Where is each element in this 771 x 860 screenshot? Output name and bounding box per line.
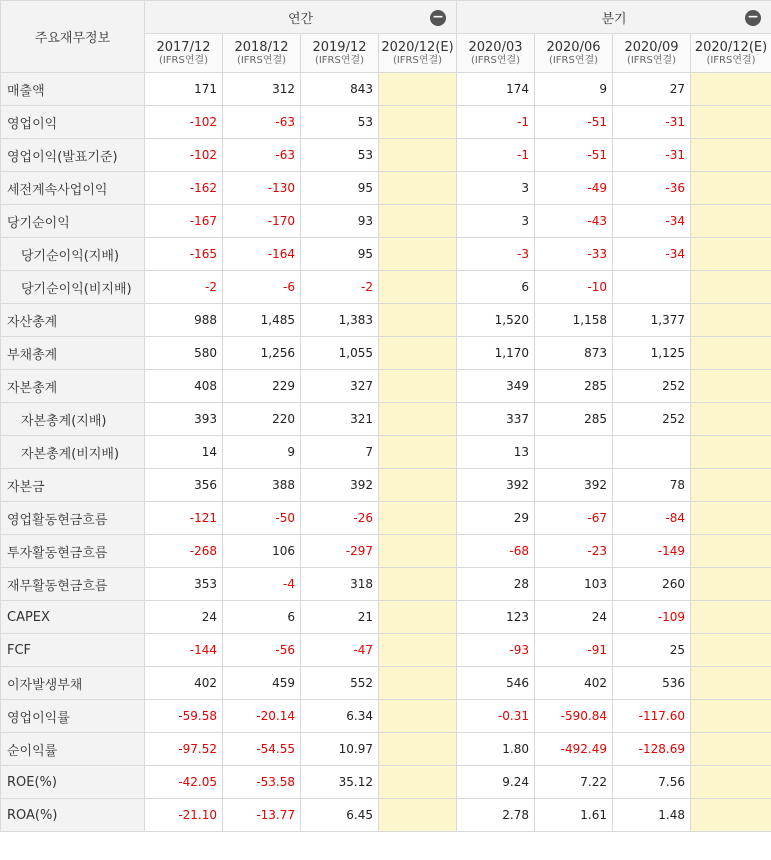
table-cell: -1 [457, 139, 535, 172]
table-cell: -1 [457, 106, 535, 139]
table-row [1, 469, 771, 502]
period-header [145, 34, 223, 73]
table-cell [379, 568, 457, 601]
period-date: 2020/09 [624, 39, 679, 55]
row-label: 당기순이익 [1, 205, 145, 238]
table-cell: -33 [535, 238, 613, 271]
table-cell: -109 [613, 601, 691, 634]
row-label: 세전계속사업이익 [1, 172, 145, 205]
table-cell: 536 [613, 667, 691, 700]
table-cell: 3 [457, 205, 535, 238]
table-cell: 546 [457, 667, 535, 700]
period-header [457, 34, 535, 73]
table-cell [379, 502, 457, 535]
row-label: 자본총계(지배) [1, 403, 145, 436]
period-header [613, 34, 691, 73]
table-cell [691, 601, 771, 634]
table-cell: -49 [535, 172, 613, 205]
period-header [691, 34, 771, 73]
table-cell: 106 [223, 535, 301, 568]
table-cell: -50 [223, 502, 301, 535]
period-date: 2020/03 [468, 39, 523, 55]
table-row [1, 436, 771, 469]
table-cell [691, 436, 771, 469]
table-cell: 312 [223, 73, 301, 106]
period-basis: (IFRS연결) [158, 54, 209, 66]
period-basis: (IFRS연결) [236, 54, 287, 66]
table-row [1, 568, 771, 601]
table-cell: 1,158 [535, 304, 613, 337]
table-cell: -91 [535, 634, 613, 667]
row-label: 자산총계 [1, 304, 145, 337]
table-cell: 35.12 [301, 766, 379, 799]
period-basis: (IFRS연결) [706, 54, 756, 66]
table-cell: -51 [535, 106, 613, 139]
period-date: 2017/12 [156, 39, 211, 55]
table-cell [613, 271, 691, 304]
table-cell: -297 [301, 535, 379, 568]
table-cell: 552 [301, 667, 379, 700]
table-cell: 402 [145, 667, 223, 700]
table-cell: 1.48 [613, 799, 691, 832]
table-cell: -165 [145, 238, 223, 271]
table-cell: 171 [145, 73, 223, 106]
period-date: 2018/12 [234, 39, 289, 55]
table-cell: 388 [223, 469, 301, 502]
quarter-group-header [457, 1, 771, 34]
table-cell: 3 [457, 172, 535, 205]
table-cell: 2.78 [457, 799, 535, 832]
table-cell: 28 [457, 568, 535, 601]
table-cell [379, 601, 457, 634]
table-cell: 353 [145, 568, 223, 601]
row-label: 투자활동현금흐름 [1, 535, 145, 568]
table-cell: -31 [613, 139, 691, 172]
table-cell [691, 403, 771, 436]
table-cell: -93 [457, 634, 535, 667]
table-cell [379, 370, 457, 403]
table-cell [379, 634, 457, 667]
table-cell: 24 [145, 601, 223, 634]
table-cell: -268 [145, 535, 223, 568]
table-cell: 1,520 [457, 304, 535, 337]
table-cell: -20.14 [223, 700, 301, 733]
table-row [1, 205, 771, 238]
table-cell: 285 [535, 370, 613, 403]
table-row [1, 172, 771, 205]
table-row [1, 73, 771, 106]
period-header [223, 34, 301, 73]
table-cell: 1,125 [613, 337, 691, 370]
table-cell: 356 [145, 469, 223, 502]
table-cell: 988 [145, 304, 223, 337]
table-cell: -54.55 [223, 733, 301, 766]
table-cell [691, 337, 771, 370]
annual-collapse-icon[interactable]: − [430, 10, 446, 26]
table-cell: 327 [301, 370, 379, 403]
table-cell: 7 [301, 436, 379, 469]
table-cell: -4 [223, 568, 301, 601]
table-cell: 174 [457, 73, 535, 106]
table-cell: 843 [301, 73, 379, 106]
period-basis: (IFRS연결) [314, 54, 365, 66]
row-label: 부채총계 [1, 337, 145, 370]
table-cell [691, 733, 771, 766]
row-label: 이자발생부채 [1, 667, 145, 700]
table-cell: -117.60 [613, 700, 691, 733]
table-cell: 1,383 [301, 304, 379, 337]
table-cell [379, 106, 457, 139]
table-cell: 1,170 [457, 337, 535, 370]
table-row [1, 304, 771, 337]
table-cell: 78 [613, 469, 691, 502]
table-cell: 252 [613, 403, 691, 436]
table-cell: -23 [535, 535, 613, 568]
table-cell [691, 271, 771, 304]
table-row [1, 799, 771, 832]
table-cell [691, 73, 771, 106]
table-cell: 95 [301, 238, 379, 271]
table-cell: 9.24 [457, 766, 535, 799]
table-cell: 6 [223, 601, 301, 634]
table-row [1, 667, 771, 700]
quarter-label: 분기 [601, 11, 627, 27]
table-cell: -0.31 [457, 700, 535, 733]
table-cell: -67 [535, 502, 613, 535]
table-cell: -167 [145, 205, 223, 238]
table-cell: -492.49 [535, 733, 613, 766]
table-cell: -68 [457, 535, 535, 568]
table-cell: -26 [301, 502, 379, 535]
table-cell: -59.58 [145, 700, 223, 733]
table-cell: 6 [457, 271, 535, 304]
table-cell: 285 [535, 403, 613, 436]
table-cell: -102 [145, 139, 223, 172]
table-row [1, 766, 771, 799]
table-cell: 318 [301, 568, 379, 601]
table-cell: 24 [535, 601, 613, 634]
table-cell: 25 [613, 634, 691, 667]
period-date: 2020/12(E) [381, 39, 454, 55]
table-cell: 29 [457, 502, 535, 535]
table-cell: 53 [301, 139, 379, 172]
annual-label: 연간 [287, 11, 314, 27]
table-cell [691, 238, 771, 271]
table-cell [379, 205, 457, 238]
table-cell: -170 [223, 205, 301, 238]
table-cell: 252 [613, 370, 691, 403]
table-cell: 13 [457, 436, 535, 469]
table-row [1, 403, 771, 436]
table-cell: 337 [457, 403, 535, 436]
table-body [1, 73, 771, 832]
table-row [1, 238, 771, 271]
table-cell: -6 [223, 271, 301, 304]
table-cell: -63 [223, 106, 301, 139]
table-cell: 321 [301, 403, 379, 436]
period-header [535, 34, 613, 73]
table-cell: 580 [145, 337, 223, 370]
table-cell: -590.84 [535, 700, 613, 733]
table-cell [379, 304, 457, 337]
table-cell [379, 535, 457, 568]
table-cell: 1.61 [535, 799, 613, 832]
table-cell: 873 [535, 337, 613, 370]
header-group-row [1, 1, 771, 34]
table-cell: 349 [457, 370, 535, 403]
table-cell: -43 [535, 205, 613, 238]
table-cell: 7.22 [535, 766, 613, 799]
table-cell: -34 [613, 205, 691, 238]
table-cell: 95 [301, 172, 379, 205]
table-cell: -21.10 [145, 799, 223, 832]
table-cell: 1,055 [301, 337, 379, 370]
table-cell [691, 502, 771, 535]
table-row [1, 337, 771, 370]
table-cell [691, 766, 771, 799]
row-label: 매출액 [1, 73, 145, 106]
table-cell: -63 [223, 139, 301, 172]
table-cell: -2 [301, 271, 379, 304]
table-cell: 229 [223, 370, 301, 403]
table-cell [691, 469, 771, 502]
table-cell: -164 [223, 238, 301, 271]
table-row [1, 634, 771, 667]
table-cell: -10 [535, 271, 613, 304]
table-cell [379, 799, 457, 832]
row-label: CAPEX [1, 601, 145, 634]
table-cell: 6.34 [301, 700, 379, 733]
table-row [1, 733, 771, 766]
table-row [1, 535, 771, 568]
table-cell: -56 [223, 634, 301, 667]
table-cell [379, 403, 457, 436]
row-label: ROA(%) [1, 799, 145, 832]
table-cell [691, 106, 771, 139]
period-basis: (IFRS연결) [626, 54, 677, 66]
table-cell: 402 [535, 667, 613, 700]
table-row [1, 106, 771, 139]
row-label: 영업이익 [1, 106, 145, 139]
table-cell [379, 469, 457, 502]
table-cell: 103 [535, 568, 613, 601]
table-cell: 408 [145, 370, 223, 403]
table-cell: 220 [223, 403, 301, 436]
period-basis: (IFRS연결) [470, 54, 521, 66]
table-title: 주요재무정보 [1, 1, 145, 73]
table-cell [379, 733, 457, 766]
table-cell [379, 337, 457, 370]
table-cell: -121 [145, 502, 223, 535]
row-label: 영업활동현금흐름 [1, 502, 145, 535]
table-cell: 93 [301, 205, 379, 238]
table-cell: -36 [613, 172, 691, 205]
table-row [1, 271, 771, 304]
table-cell [691, 799, 771, 832]
row-label: 영업이익률 [1, 700, 145, 733]
table-cell [691, 370, 771, 403]
table-cell: 459 [223, 667, 301, 700]
table-cell: 6.45 [301, 799, 379, 832]
table-cell [379, 766, 457, 799]
table-cell [691, 139, 771, 172]
table-cell: -128.69 [613, 733, 691, 766]
table-cell [691, 634, 771, 667]
table-cell [379, 436, 457, 469]
annual-group-header [145, 1, 457, 34]
table-cell: 123 [457, 601, 535, 634]
table-cell: -102 [145, 106, 223, 139]
table-cell [613, 436, 691, 469]
row-label: 순이익률 [1, 733, 145, 766]
table-cell: 393 [145, 403, 223, 436]
row-label: 자본금 [1, 469, 145, 502]
table-cell [691, 535, 771, 568]
table-cell: 21 [301, 601, 379, 634]
table-cell [535, 436, 613, 469]
table-cell: -47 [301, 634, 379, 667]
table-cell: -144 [145, 634, 223, 667]
table-cell: -84 [613, 502, 691, 535]
table-cell: 14 [145, 436, 223, 469]
table-cell [379, 139, 457, 172]
period-basis: (IFRS연결) [548, 54, 599, 66]
row-label: 자본총계 [1, 370, 145, 403]
table-cell: -13.77 [223, 799, 301, 832]
table-cell: 1,377 [613, 304, 691, 337]
row-label: 영업이익(발표기준) [1, 139, 145, 172]
period-header [379, 34, 457, 73]
period-date: 2020/12(E) [694, 39, 768, 55]
table-cell [691, 172, 771, 205]
period-date: 2019/12 [312, 39, 367, 55]
row-label: 자본총계(비지배) [1, 436, 145, 469]
table-cell: -162 [145, 172, 223, 205]
table-cell: -3 [457, 238, 535, 271]
table-cell [379, 172, 457, 205]
table-cell: 53 [301, 106, 379, 139]
table-cell [691, 568, 771, 601]
table-cell [379, 271, 457, 304]
table-cell: -130 [223, 172, 301, 205]
table-cell [691, 304, 771, 337]
table-cell [379, 700, 457, 733]
table-cell: 7.56 [613, 766, 691, 799]
period-date: 2020/06 [546, 39, 601, 55]
table-cell [691, 667, 771, 700]
row-label: 재무활동현금흐름 [1, 568, 145, 601]
table-cell: 1,256 [223, 337, 301, 370]
quarter-collapse-icon[interactable]: − [745, 10, 761, 26]
table-cell: 27 [613, 73, 691, 106]
table-row [1, 601, 771, 634]
table-cell: 10.97 [301, 733, 379, 766]
table-cell [379, 73, 457, 106]
row-label: 당기순이익(비지배) [1, 271, 145, 304]
table-row [1, 139, 771, 172]
table-cell [691, 205, 771, 238]
table-cell: 392 [301, 469, 379, 502]
table-cell: -42.05 [145, 766, 223, 799]
row-label: 당기순이익(지배) [1, 238, 145, 271]
table-cell: 392 [535, 469, 613, 502]
table-cell [379, 667, 457, 700]
table-row [1, 700, 771, 733]
table-cell: -34 [613, 238, 691, 271]
row-label: ROE(%) [1, 766, 145, 799]
row-label: FCF [1, 634, 145, 667]
period-header [301, 34, 379, 73]
table-cell: -149 [613, 535, 691, 568]
table-cell: 260 [613, 568, 691, 601]
table-cell [691, 700, 771, 733]
table-cell: 392 [457, 469, 535, 502]
table-row [1, 370, 771, 403]
table-cell: -2 [145, 271, 223, 304]
table-cell: 1.80 [457, 733, 535, 766]
table-cell: 9 [535, 73, 613, 106]
table-cell: -97.52 [145, 733, 223, 766]
table-cell: -51 [535, 139, 613, 172]
period-basis: (IFRS연결) [392, 54, 443, 66]
table-cell: 9 [223, 436, 301, 469]
table-cell [379, 238, 457, 271]
table-cell: -31 [613, 106, 691, 139]
table-cell: -53.58 [223, 766, 301, 799]
table-row [1, 502, 771, 535]
table-cell: 1,485 [223, 304, 301, 337]
